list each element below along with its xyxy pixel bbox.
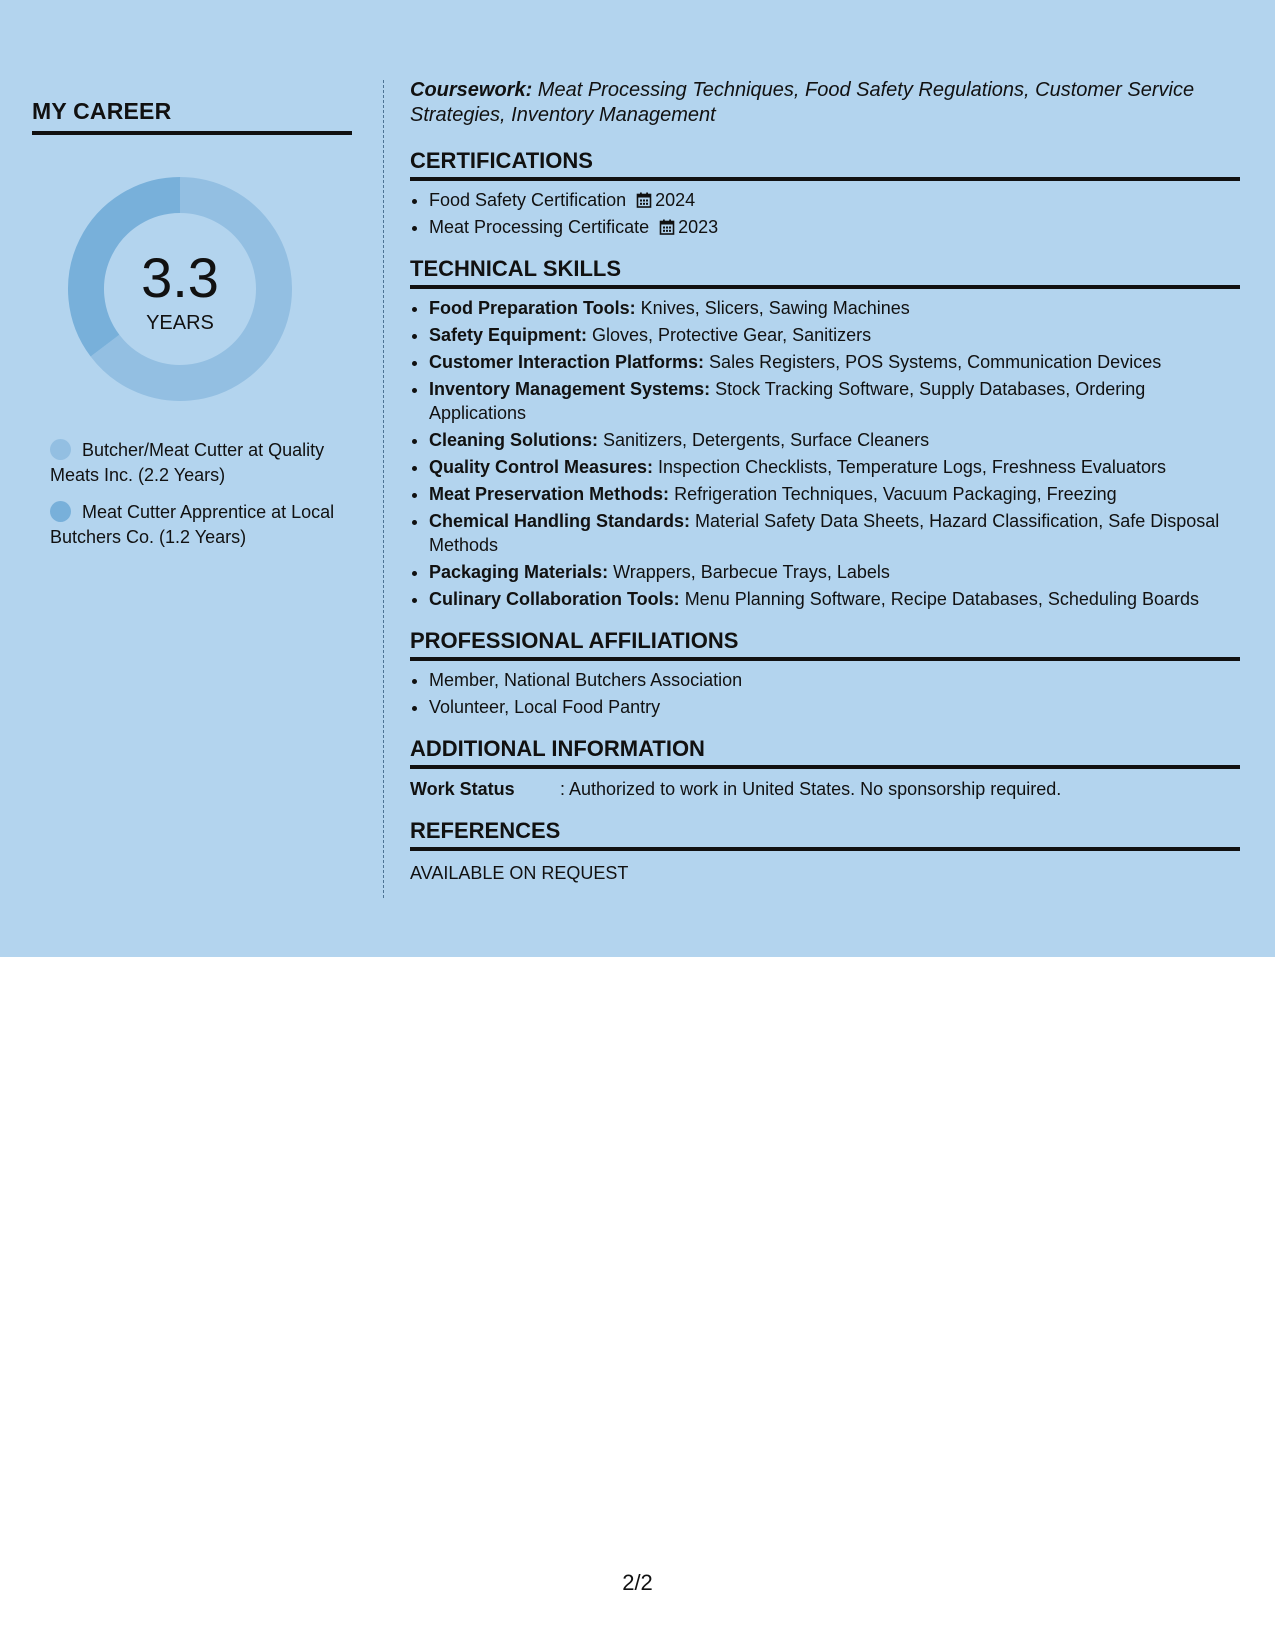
legend-item bbox=[50, 438, 350, 488]
list-item bbox=[429, 350, 1240, 374]
skill-label: Inventory Management Systems: bbox=[429, 379, 711, 399]
skill-label: Safety Equipment: bbox=[429, 325, 588, 345]
list-item bbox=[429, 455, 1240, 479]
additional-section bbox=[410, 736, 1240, 801]
skill-label: Meat Preservation Methods: bbox=[429, 484, 670, 504]
career-heading: MY CAREER bbox=[32, 98, 352, 135]
section-title: PROFESSIONAL AFFILIATIONS bbox=[410, 628, 1240, 661]
skill-label: Chemical Handling Standards: bbox=[429, 511, 691, 531]
column-divider bbox=[383, 80, 384, 898]
skill-value: Refrigeration Techniques, Vacuum Packaging, Freezing bbox=[669, 484, 1117, 504]
cert-year: 2023 bbox=[678, 217, 719, 237]
list-item: • Member, National Butchers Association bbox=[429, 668, 1240, 692]
section-title: ADDITIONAL INFORMATION bbox=[410, 736, 1240, 769]
skills-section bbox=[410, 256, 1240, 611]
list-item bbox=[429, 587, 1240, 611]
donut-center bbox=[67, 176, 293, 402]
calendar-icon bbox=[659, 219, 675, 235]
skill-label: Cleaning Solutions: bbox=[429, 430, 598, 450]
skill-value: Knives, Slicers, Sawing Machines bbox=[635, 298, 910, 318]
work-status-label: Work Status bbox=[410, 779, 515, 799]
skill-value: Inspection Checklists, Temperature Logs, Freshness Evaluators bbox=[653, 457, 1166, 477]
career-legend bbox=[50, 438, 350, 562]
list-item bbox=[429, 296, 1240, 320]
certifications-section bbox=[410, 148, 1240, 239]
list-item: • Volunteer, Local Food Pantry bbox=[429, 695, 1240, 719]
list-item bbox=[429, 428, 1240, 452]
section-title: REFERENCES bbox=[410, 818, 1240, 851]
list-item bbox=[429, 509, 1240, 557]
references-section bbox=[410, 818, 1240, 884]
career-total-years: 3.3 bbox=[141, 246, 219, 309]
main-content bbox=[410, 78, 1240, 901]
calendar-icon bbox=[636, 192, 652, 208]
skill-label: Quality Control Measures: bbox=[429, 457, 654, 477]
skill-value: Stock Tracking Software, Supply Databases, Ordering Applications bbox=[429, 379, 1146, 423]
skill-value: Wrappers, Barbecue Trays, Labels bbox=[608, 562, 890, 582]
legend-dot-icon bbox=[50, 439, 71, 460]
cert-year: 2024 bbox=[655, 190, 696, 210]
cert-name: Food Safety Certification bbox=[429, 190, 627, 210]
work-status-row bbox=[410, 777, 1240, 801]
skill-label: Packaging Materials: bbox=[429, 562, 609, 582]
list-item bbox=[429, 377, 1240, 425]
skill-label: Customer Interaction Platforms: bbox=[429, 352, 705, 372]
page-number: 2/2 bbox=[622, 1570, 653, 1595]
coursework bbox=[410, 78, 1240, 128]
list-item bbox=[429, 188, 1240, 212]
list-item bbox=[429, 560, 1240, 584]
career-total-unit: YEARS bbox=[146, 312, 214, 334]
career-sidebar bbox=[32, 98, 352, 547]
legend-label: Butcher/Meat Cutter at Quality Meats Inc. (2.2 Years) bbox=[50, 440, 325, 485]
skill-value: Sales Registers, POS Systems, Communication Devices bbox=[704, 352, 1162, 372]
affiliations-section bbox=[410, 628, 1240, 719]
list-item bbox=[429, 323, 1240, 347]
legend-item bbox=[50, 500, 350, 550]
section-title: TECHNICAL SKILLS bbox=[410, 256, 1240, 289]
section-title: CERTIFICATIONS bbox=[410, 148, 1240, 181]
work-status-value: : Authorized to work in United States. No sponsorship required. bbox=[560, 779, 1062, 799]
legend-label: Meat Cutter Apprentice at Local Butchers Co. (1.2 Years) bbox=[50, 502, 335, 547]
coursework-text: Meat Processing Techniques, Food Safety Regulations, Customer Service Strategies, Inventory Management bbox=[410, 79, 1195, 126]
list-item bbox=[429, 215, 1240, 239]
coursework-label: Coursework: bbox=[410, 79, 533, 101]
references-text: AVAILABLE ON REQUEST bbox=[410, 863, 629, 883]
skill-label: Culinary Collaboration Tools: bbox=[429, 589, 680, 609]
legend-dot-icon bbox=[50, 501, 71, 522]
list-item bbox=[429, 482, 1240, 506]
skill-label: Food Preparation Tools: bbox=[429, 298, 636, 318]
skill-value: Material Safety Data Sheets, Hazard Classification, Safe Disposal Methods bbox=[429, 511, 1220, 555]
skill-value: Menu Planning Software, Recipe Databases, Scheduling Boards bbox=[679, 589, 1199, 609]
skill-value: Gloves, Protective Gear, Sanitizers bbox=[587, 325, 872, 345]
cert-name: Meat Processing Certificate bbox=[429, 217, 650, 237]
skill-value: Sanitizers, Detergents, Surface Cleaners bbox=[598, 430, 930, 450]
